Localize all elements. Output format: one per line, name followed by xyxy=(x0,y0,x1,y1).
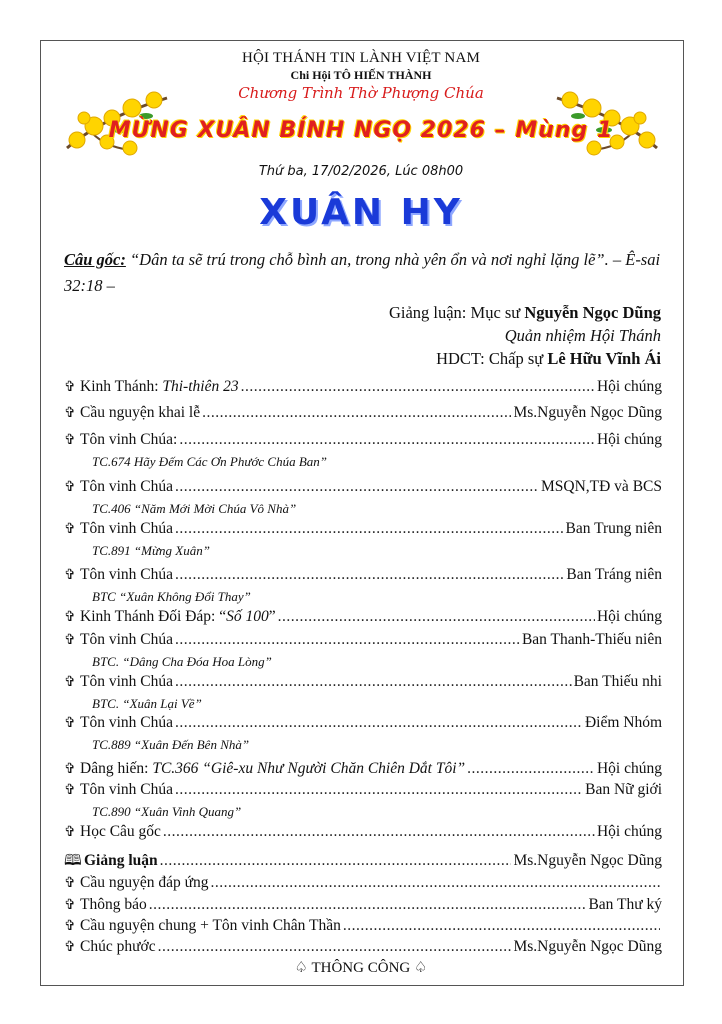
program-item-label: Dâng hiến: TC.366 “Giê-xu Như Người Chăn Chiên Dắt Tôi” xyxy=(80,760,466,777)
cross-icon: ✞ xyxy=(64,762,76,777)
program-item xyxy=(64,874,662,892)
preacher-line xyxy=(389,303,661,323)
program-item-label: Thông báo xyxy=(80,896,147,913)
program-item-song: TC.674 Hãy Đếm Các Ơn Phước Chúa Ban” xyxy=(92,454,328,469)
program-item-label: Tôn vinh Chúa xyxy=(80,714,173,731)
key-verse xyxy=(64,247,664,299)
program-item-leader: Hội chúng xyxy=(596,378,662,395)
program-item-leader: Hội chúng xyxy=(596,760,662,777)
program-item-leader: Ban Thư ký xyxy=(588,896,662,913)
cross-icon: ✞ xyxy=(64,406,76,421)
program-item xyxy=(64,478,662,496)
dot-leader xyxy=(343,917,660,935)
program-item xyxy=(64,781,662,799)
program-item-label: Tôn vinh Chúa xyxy=(80,478,173,495)
cross-icon: ✞ xyxy=(64,633,76,648)
host-line xyxy=(436,349,661,369)
cross-icon: ✞ xyxy=(64,825,76,840)
program-item xyxy=(64,566,662,584)
program-item xyxy=(64,431,662,449)
dot-leader xyxy=(278,608,595,626)
host-name: Lê Hữu Vĩnh Ái xyxy=(547,349,661,368)
program-item-label: Cầu nguyện chung + Tôn vinh Chân Thần xyxy=(80,917,341,934)
program-item-label: Tôn vinh Chúa xyxy=(80,520,173,537)
program-item-song: TC.889 “Xuân Đến Bên Nhà” xyxy=(92,737,250,752)
dot-leader xyxy=(179,431,595,449)
program-item-label: Chúc phước xyxy=(80,938,156,955)
cross-icon: ✞ xyxy=(64,675,76,690)
program-item-label: Cầu nguyện đáp ứng xyxy=(80,874,209,891)
program-item xyxy=(64,896,662,914)
church-name: HỘI THÁNH TIN LÀNH VIỆT NAM xyxy=(241,50,481,66)
program-item-label: Tôn vinh Chúa xyxy=(80,673,173,690)
cross-icon: ✞ xyxy=(64,568,76,583)
program-item-leader: Ban Tráng niên xyxy=(566,566,662,583)
preacher-role: Quản nhiệm Hội Thánh xyxy=(504,326,661,345)
dot-leader xyxy=(160,852,512,870)
program-item xyxy=(64,917,662,935)
dot-leader xyxy=(175,478,539,496)
program-item-leader: MSQN,TĐ và BCS xyxy=(540,478,662,495)
program-item-song: BTC. “Xuân Lại Về” xyxy=(92,696,202,711)
cross-icon: ✞ xyxy=(64,940,76,955)
program-item xyxy=(64,378,662,396)
program-item xyxy=(64,404,662,422)
program-item-leader: Ms.Nguyễn Ngọc Dũng xyxy=(513,938,662,955)
page-title: XUÂN HY xyxy=(259,192,463,233)
program-item-label: Học Câu gốc xyxy=(80,823,161,840)
host-prefix: HDCT: Chấp sự xyxy=(436,349,548,368)
dot-leader xyxy=(158,938,512,956)
key-verse-text: “Dân ta sẽ trú trong chỗ bình an, trong nhà yên ổn và nơi nghỉ lặng lẽ”. – Ê-sai 32:18 – xyxy=(64,250,661,295)
program-item xyxy=(64,760,662,778)
program-item-leader: Ban Thanh-Thiếu niên xyxy=(521,631,662,648)
program-item-leader: Ban Thiếu nhi xyxy=(573,673,662,690)
program-item-leader: Điểm Nhóm xyxy=(584,714,662,731)
dot-leader xyxy=(241,378,595,396)
preacher-name: Nguyễn Ngọc Dũng xyxy=(524,303,661,322)
dot-leader xyxy=(175,566,564,584)
book-icon: 🕮 xyxy=(64,853,82,869)
preacher-prefix: Giảng luận: Mục sư xyxy=(388,303,525,322)
program-item-song: BTC. “Dâng Cha Đóa Hoa Lòng” xyxy=(92,654,272,669)
dot-leader xyxy=(175,673,572,691)
program-item-leader: Hội chúng xyxy=(596,823,662,840)
footer xyxy=(0,958,722,977)
program-item-leader: Ms.Nguyễn Ngọc Dũng xyxy=(513,404,662,421)
program-item-leader: Ban Trung niên xyxy=(565,520,662,537)
dot-leader xyxy=(175,631,520,649)
occasion-heading: MỪNG XUÂN BÍNH NGỌ 2026 – Mùng 1 xyxy=(108,118,614,143)
dot-leader xyxy=(175,781,583,799)
cross-icon: ✞ xyxy=(64,898,76,913)
dot-leader xyxy=(163,823,595,841)
program-heading: Chương Trình Thờ Phượng Chúa xyxy=(238,84,484,102)
dot-leader xyxy=(202,404,511,422)
cross-icon: ✞ xyxy=(64,380,76,395)
program-item-label: Kinh Thánh Đối Đáp: “Số 100” xyxy=(80,608,276,625)
cross-icon: ✞ xyxy=(64,876,76,891)
cross-icon: ✞ xyxy=(64,522,76,537)
program-item-label: Giảng luận xyxy=(84,852,158,869)
program-item-label: Tôn vinh Chúa: xyxy=(80,431,178,448)
footer-flourish-right-icon: ♤ xyxy=(410,960,428,976)
footer-flourish-left-icon: ♤ xyxy=(294,960,312,976)
dot-leader xyxy=(175,714,583,732)
program-item xyxy=(64,631,662,649)
program-item-song: BTC “Xuân Không Đổi Thay” xyxy=(92,589,251,604)
program-item-song: TC.890 “Xuân Vinh Quang” xyxy=(92,804,242,819)
program-item-leader: Ms.Nguyễn Ngọc Dũng xyxy=(513,852,662,869)
dot-leader xyxy=(175,520,564,538)
dot-leader xyxy=(149,896,587,914)
program-item-song: TC.406 “Năm Mới Mời Chúa Vô Nhà” xyxy=(92,501,297,516)
program-item-leader: Hội chúng xyxy=(596,431,662,448)
program-item xyxy=(64,673,662,691)
cross-icon: ✞ xyxy=(64,433,76,448)
program-item-label: Tôn vinh Chúa xyxy=(80,566,173,583)
program-item xyxy=(64,520,662,538)
branch-name: Chi Hội TÔ HIẾN THÀNH xyxy=(290,68,432,82)
program-item xyxy=(64,608,662,626)
program-item-label: Cầu nguyện khai lễ xyxy=(80,404,201,421)
cross-icon: ✞ xyxy=(64,716,76,731)
cross-icon: ✞ xyxy=(64,480,76,495)
program-item xyxy=(64,714,662,732)
cross-icon: ✞ xyxy=(64,610,76,625)
dot-leader xyxy=(211,874,660,892)
program-item xyxy=(64,823,662,841)
program-item xyxy=(64,938,662,956)
program-item xyxy=(64,850,662,875)
program-item-song: TC.891 “Mừng Xuân” xyxy=(92,543,210,558)
cross-icon: ✞ xyxy=(64,919,76,934)
cross-icon: ✞ xyxy=(64,783,76,798)
program-item-label: Tôn vinh Chúa xyxy=(80,781,173,798)
dot-leader xyxy=(467,760,595,778)
key-verse-label: Câu gốc: xyxy=(64,250,126,269)
program-item-leader: Hội chúng xyxy=(596,608,662,625)
service-datetime: Thứ ba, 17/02/2026, Lúc 08h00 xyxy=(258,164,464,179)
program-item-leader: Ban Nữ giới xyxy=(585,781,662,798)
program-item-label: Kinh Thánh: Thi-thiên 23 xyxy=(80,378,239,395)
program-item-label: Tôn vinh Chúa xyxy=(80,631,173,648)
footer-text: THÔNG CÔNG xyxy=(311,960,411,976)
